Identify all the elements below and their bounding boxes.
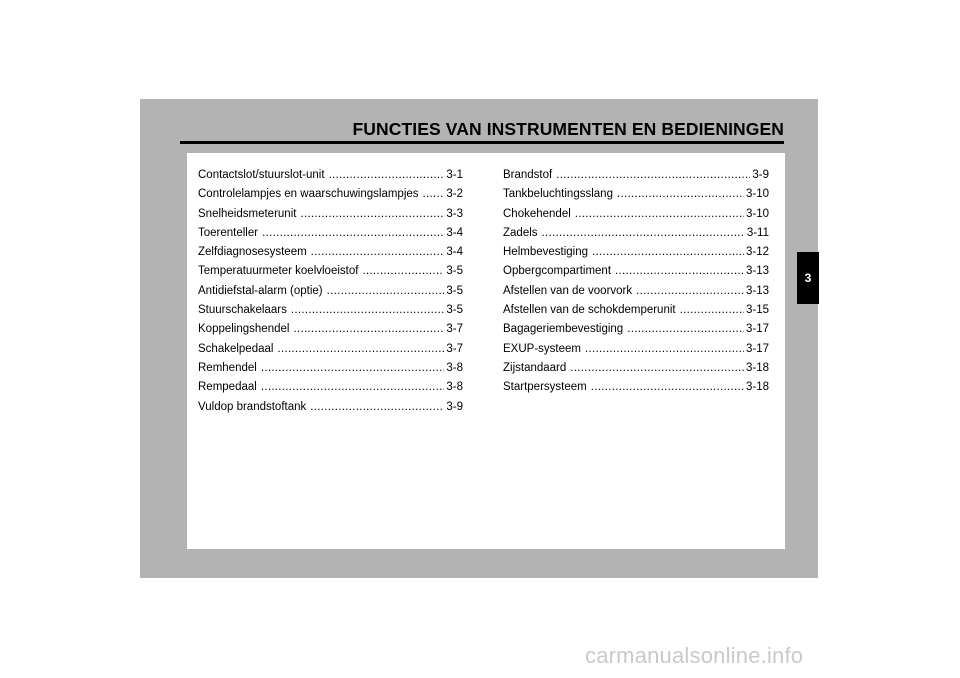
toc-entry-page: 3-7 <box>446 323 463 336</box>
toc-entry-label: Antidiefstal-alarm (optie) <box>198 284 323 297</box>
toc-entry[interactable] <box>503 323 769 342</box>
toc-entry-page: 3-10 <box>745 207 769 220</box>
toc-entry[interactable] <box>198 323 463 342</box>
toc-entry-label: Tankbeluchtingsslang <box>503 188 613 201</box>
toc-leader-dots <box>311 246 445 258</box>
toc-entry[interactable] <box>198 169 463 188</box>
toc-entry-label: Chokehendel <box>503 207 571 220</box>
toc-entry-label: Controlelampjes en waarschuwingslampjes <box>198 188 419 201</box>
toc-entry-label: Brandstof <box>503 169 553 181</box>
toc-entry-page: 3-15 <box>745 304 769 317</box>
toc-leader-dots <box>291 304 445 316</box>
toc-entry[interactable] <box>503 208 769 227</box>
toc-entry-label: Zijstandaard <box>503 361 567 374</box>
toc-entry-label: EXUP-systeem <box>503 342 581 355</box>
toc-column-left <box>198 169 463 420</box>
toc-leader-dots <box>617 188 744 200</box>
toc-leader-dots <box>327 285 445 297</box>
toc-panel <box>187 153 785 549</box>
toc-entry-label: Stuurschakelaars <box>198 304 287 317</box>
toc-entry[interactable] <box>198 208 463 227</box>
toc-leader-dots <box>262 227 444 239</box>
toc-entry-page: 3-7 <box>446 342 463 355</box>
toc-leader-dots <box>636 285 744 297</box>
toc-entry-label: Toerenteller <box>198 226 259 239</box>
toc-entry[interactable] <box>503 227 769 246</box>
toc-entry[interactable] <box>503 381 769 400</box>
toc-entry-label: Helmbevestiging <box>503 246 589 259</box>
toc-entry[interactable] <box>503 265 769 284</box>
toc-entry-label: Bagageriembevestiging <box>503 323 624 336</box>
toc-entry-page: 3-11 <box>746 226 769 239</box>
toc-entry-page: 3-12 <box>745 246 769 259</box>
toc-entry-page: 3-3 <box>446 207 463 220</box>
toc-entry-page: 3-5 <box>446 265 463 278</box>
toc-entry-label: Temperatuurmeter koelvloeistof <box>198 265 359 278</box>
toc-leader-dots <box>261 381 445 393</box>
toc-entry[interactable] <box>503 285 769 304</box>
toc-entry-page: 3-17 <box>745 323 769 336</box>
page-title: FUNCTIES VAN INSTRUMENTEN EN BEDIENINGEN <box>352 119 784 139</box>
watermark: carmanualsonline.info <box>585 643 804 668</box>
toc-entry[interactable] <box>503 169 769 188</box>
toc-entry-page: 3-18 <box>745 381 769 394</box>
toc-entry-page: 3-17 <box>745 342 769 355</box>
toc-entry-label: Schakelpedaal <box>198 342 274 355</box>
toc-entry-page: 3-18 <box>745 361 769 374</box>
toc-entry-label: Afstellen van de schokdemperunit <box>503 304 676 317</box>
toc-entry-page: 3-10 <box>745 188 769 201</box>
toc-entry[interactable] <box>503 362 769 381</box>
toc-leader-dots <box>310 401 444 413</box>
toc-column-right <box>503 169 769 401</box>
toc-leader-dots <box>556 169 750 181</box>
toc-entry[interactable] <box>503 246 769 265</box>
toc-entry-page: 3-5 <box>446 284 463 297</box>
toc-entry-label: Afstellen van de voorvork <box>503 284 633 297</box>
toc-entry[interactable] <box>198 343 463 362</box>
toc-entry-label: Vuldop brandstoftank <box>198 400 307 413</box>
manual-page <box>140 99 818 578</box>
toc-leader-dots <box>329 169 445 181</box>
toc-entry-label: Startpersysteem <box>503 381 587 394</box>
toc-leader-dots <box>261 362 445 374</box>
toc-leader-dots <box>585 343 744 355</box>
title-underline <box>180 141 784 144</box>
toc-leader-dots <box>575 208 744 220</box>
toc-entry-page: 3-8 <box>446 361 463 374</box>
toc-entry[interactable] <box>198 381 463 400</box>
toc-leader-dots <box>293 323 444 335</box>
chapter-tab[interactable]: 3 <box>797 252 819 304</box>
toc-entry[interactable] <box>198 265 463 284</box>
toc-leader-dots <box>362 265 444 277</box>
toc-leader-dots <box>542 227 745 239</box>
toc-entry-page: 3-1 <box>446 169 463 181</box>
toc-leader-dots <box>627 323 744 335</box>
toc-leader-dots <box>592 246 744 258</box>
toc-entry[interactable] <box>503 188 769 207</box>
toc-entry[interactable] <box>198 227 463 246</box>
toc-entry-label: Snelheidsmeterunit <box>198 207 297 220</box>
toc-entry-page: 3-4 <box>446 246 463 259</box>
toc-leader-dots <box>570 362 744 374</box>
toc-entry-page: 3-4 <box>446 226 463 239</box>
toc-entry[interactable] <box>503 304 769 323</box>
toc-entry-page: 3-9 <box>446 400 463 413</box>
toc-entry-page: 3-2 <box>446 188 463 201</box>
toc-entry-label: Contactslot/stuurslot-unit <box>198 169 325 181</box>
toc-entry-label: Zelfdiagnosesysteem <box>198 246 307 259</box>
toc-entry-label: Opbergcompartiment <box>503 265 612 278</box>
toc-leader-dots <box>591 381 744 393</box>
toc-entry[interactable] <box>198 401 463 420</box>
toc-leader-dots <box>615 265 744 277</box>
toc-entry-label: Zadels <box>503 226 538 239</box>
toc-entry-page: 3-8 <box>446 381 463 394</box>
toc-entry[interactable] <box>503 343 769 362</box>
toc-entry[interactable] <box>198 285 463 304</box>
toc-entry-label: Remhendel <box>198 361 257 374</box>
toc-entry[interactable] <box>198 188 463 207</box>
toc-entry[interactable] <box>198 304 463 323</box>
toc-entry-page: 3-13 <box>745 265 769 278</box>
toc-entry[interactable] <box>198 246 463 265</box>
toc-entry[interactable] <box>198 362 463 381</box>
toc-entry-page: 3-13 <box>745 284 769 297</box>
toc-leader-dots <box>680 304 744 316</box>
toc-leader-dots <box>423 188 445 200</box>
toc-entry-label: Koppelingshendel <box>198 323 290 336</box>
toc-leader-dots <box>277 343 444 355</box>
toc-entry-page: 3-5 <box>446 304 463 317</box>
toc-entry-label: Rempedaal <box>198 381 257 394</box>
toc-leader-dots <box>300 208 444 220</box>
toc-entry-page: 3-9 <box>752 169 769 181</box>
